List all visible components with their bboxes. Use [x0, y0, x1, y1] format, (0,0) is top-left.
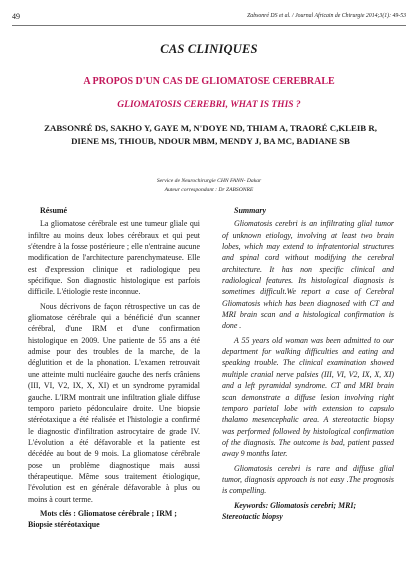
- summary-paragraph: A 55 years old woman was been admitted to our department for walking difficulties and eating and speaking trouble. The clinical examination showed multiple cranial nerve palsies (III, VI, V2, IX, X, XI) and a left pyramidal syndrome. CT and MRI brain scan demonstrate a diffuse lesion involving right temporo parietal lobe with extension to capsulo thalamo mesencephalic area. A stereotactic biopsy was performed followed by histological confirmation of the diagnosis. The outcome is bad, patient passed away 9 months later.: [222, 335, 394, 459]
- resume-paragraph: La gliomatose cérébrale est une tumeur gliale qui infiltre au moins deux lobes cérébraux et qui peut s'étendre à la fosse postérieure ; elle n'entraine aucune modification de l'architecture parenchymateuse. Elle est d'expression clinique et radiologique peu spécifique. Son diagnostic histologique est parfois difficile. L'étiologie reste inconnue.: [28, 219, 200, 297]
- summary-paragraph: Gliomatosis cerebri is an infiltrating glial tumor of unknown etiology, involving at least two brain lobes, which may extend to infratentorial structures and spinal cord without modifying the cerebral architecture. It has non specific clinical and radiological features. Its histological diagnosis is sometimes difficult.We report a case of Cerebral Gliomatosis which has been diagnosed with CT and MRI brain scan and a histological confirmation is done .: [222, 219, 394, 331]
- corresponding-author: Auteur correspondant : Dr ZABSONRE: [164, 187, 254, 193]
- header-divider: [12, 25, 406, 26]
- journal-citation: Zabsonré DS et al. / Journal Africain de Chirurgie 2014;3(1): 49-53: [247, 13, 406, 19]
- affiliation: Service de Neurochirurgie CHN FANN- Dakar: [156, 178, 262, 184]
- resume-heading: Résumé: [40, 206, 68, 215]
- article-subtitle: GLIOMATOSIS CEREBRI, WHAT IS THIS ?: [117, 100, 301, 110]
- running-header: [12, 12, 406, 24]
- resume-paragraph: Nous décrivons de façon rétrospective un cas de gliomatose cérébrale qui a bénéficié d'un scanner cérébral, d'une IRM et d'une confirmation histologique en 2009. Une patiente de 55 ans a été admise pour des troubles de la marche, de la déglutition et de la phonation. L'examen retrouvait une atteinte multi nucléaire gauche des nerfs crâniens (III, VI, V2, IX, X, XI) et un syndrome pyramidal gauche. L'IRM montrait une infiltration gliale diffuse temporo parieto pédonculaire droite. Une biopsie stéréotaxique a été réalisée et l'histologie a confirmé le diagnostic d'infiltration astrocytaire de grade IV. L'évolution a été défavorable et la patiente est décédée au bout de 9 mois. La gliomatose cérébrale pose un problème diagnostique mais aussi thérapeutique. Même sous traitement étiologique, l'évolution est en générale défavorable à plus ou moins à court terme.: [28, 301, 200, 504]
- summary-column: [222, 205, 394, 525]
- summary-keywords: Keywords: Gliomatosis cerebri; MRI; Stereotactic biopsy: [222, 500, 357, 521]
- article-title: A PROPOS D'UN CAS DE GLIOMATOSE CEREBRALE: [83, 76, 335, 87]
- section-title: CAS CLINIQUES: [160, 42, 258, 56]
- author-list: ZABSONRÉ DS, SAKHO Y, GAYE M, N'DOYE ND, THIAM A, TRAORÉ C,KLEIB R, DIENE MS, THIOUB, NDOUR MBM, MENDY J, BA MC, BADIANE SB: [44, 123, 377, 146]
- summary-paragraph: Gliomatosis cerebri is rare and diffuse glial tumor, diagnosis approach is not easy .The prognosis is compelling.: [222, 463, 394, 496]
- resume-keywords: Mots clés : Gliomatose cérébrale ; IRM ; Biopsie stéréotaxique: [28, 508, 177, 530]
- page-number: 49: [12, 12, 20, 21]
- resume-column: [28, 205, 200, 534]
- summary-heading: Summary: [234, 206, 267, 215]
